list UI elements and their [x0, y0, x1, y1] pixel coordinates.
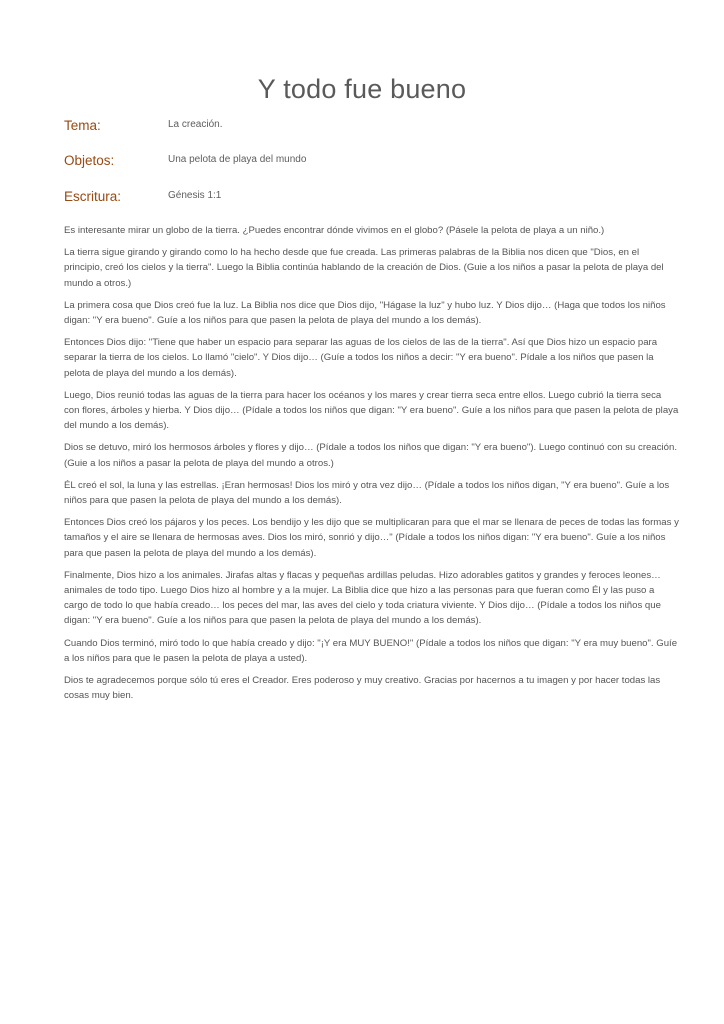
paragraph: Dios te agradecemos porque sólo tú eres el Creador. Eres poderoso y muy creativo. Gracias por hacernos a tu imagen y por hacer todas las cosas muy bien. [64, 675, 661, 702]
paragraph: Dios se detuvo, miró los hermosos árboles y flores y dijo… (Pídale a todos los niños que digan: "Y era bueno"). Luego continuó con su creación. (Guie a los niños a pasar la pelota de playa del mundo a otros.) [64, 442, 677, 469]
paragraph: Cuando Dios terminó, miró todo lo que había creado y dijo: "¡Y era MUY BUENO!" (Pídale a todos los niños que digan: "Y era muy bueno". Guíe a los niños para que le pasen la pelota de playa a usted). [64, 637, 678, 664]
lesson-body [64, 223, 679, 710]
paragraph: Entonces Dios creó los pájaros y los peces. Los bendijo y les dijo que se multiplicaran para que el mar se llenara de peces de todas las formas y tamaños y el aire se llenara de hermosas aves. Dios los miró, sonrió y dijo…" (Pídale a todos los niños digan: "Y era bueno". Guíe a los niños para que pasen la pelota de playa del mundo a los demás). [64, 517, 679, 559]
meta-label: Tema: [64, 118, 101, 133]
paragraph: La tierra sigue girando y girando como lo ha hecho desde que fue creada. Las primeras palabras de la Biblia nos dicen que "Dios, en el principio, creó los cielos y la tierra". Luego la Biblia continúa hablando de la creación de Dios. (Guie a los niños a pasar la pelota de playa del mundo a otros.) [64, 247, 664, 289]
paragraph: La primera cosa que Dios creó fue la luz. La Biblia nos dice que Dios dijo, "Hágase la luz" y hubo luz. Y Dios dijo… (Haga que todos los niños digan: "Y era bueno". Guíe a los niños para que pasen la pelota de playa del mundo a los demás). [64, 299, 666, 327]
meta-value: Génesis 1:1 [168, 190, 222, 201]
paragraph: Luego, Dios reunió todas las aguas de la tierra para hacer los océanos y los mares y crear tierra seca entre ellos. Luego cubrió la tierra seca con flores, árboles y hierba. Y Dios dijo… (Pídale a todos los niños que digan: "Y era bueno". Guíe a los niños para que pasen la pelota de playa del mundo a los demás). [64, 389, 679, 432]
meta-value: La creación. [168, 119, 223, 130]
meta-row-objetos [64, 153, 664, 173]
paragraph: Finalmente, Dios hizo a los animales. Jirafas altas y flacas y pequeñas ardillas peludas. Hizo adorables gatitos y grandes y feroces leones… animales de todo tipo. Luego Dios hizo al hombre y a la mujer. La Biblia dice que hizo a las personas para que fueran como Él y las puso a cargo de todo lo que había creado… los peces del mar, las aves del cielo y toda criatura viviente. Y Dios dijo… (Pídale a todos los niños que digan: "Y era bueno". Guíe a los niños para que pasen la pelota de playa del mundo a los demás). [64, 569, 661, 627]
page-title: Y todo fue bueno [257, 74, 467, 104]
meta-label: Objetos: [64, 153, 115, 168]
meta-value: Una pelota de playa del mundo [168, 154, 307, 165]
meta-label: Escritura: [64, 189, 122, 204]
paragraph: ÉL creó el sol, la luna y las estrellas. ¡Eran hermosas! Dios los miró y otra vez dijo… (Pídale a todos los niños digan, "Y era bueno". Guíe a los niños para que pasen la pelota de playa del mundo a los demás). [64, 479, 670, 507]
paragraph: Entonces Dios dijo: "Tiene que haber un espacio para separar las aguas de los cielos de las de la tierra". Así que Dios hizo un espacio para separar la tierra de los cielos. Lo llamó "cielo". Y Dios dijo… (Guíe a todos los niños a decir: "Y era bueno". Pídale a los niños que pasen la pelota de playa del mundo a los demás). [64, 337, 658, 379]
meta-row-tema [64, 118, 664, 138]
meta-row-escritura [64, 189, 664, 209]
paragraph: Es interesante mirar un globo de la tierra. ¿Puedes encontrar dónde vivimos en el globo? (Pásele la pelota de playa a un niño.) [64, 225, 605, 236]
